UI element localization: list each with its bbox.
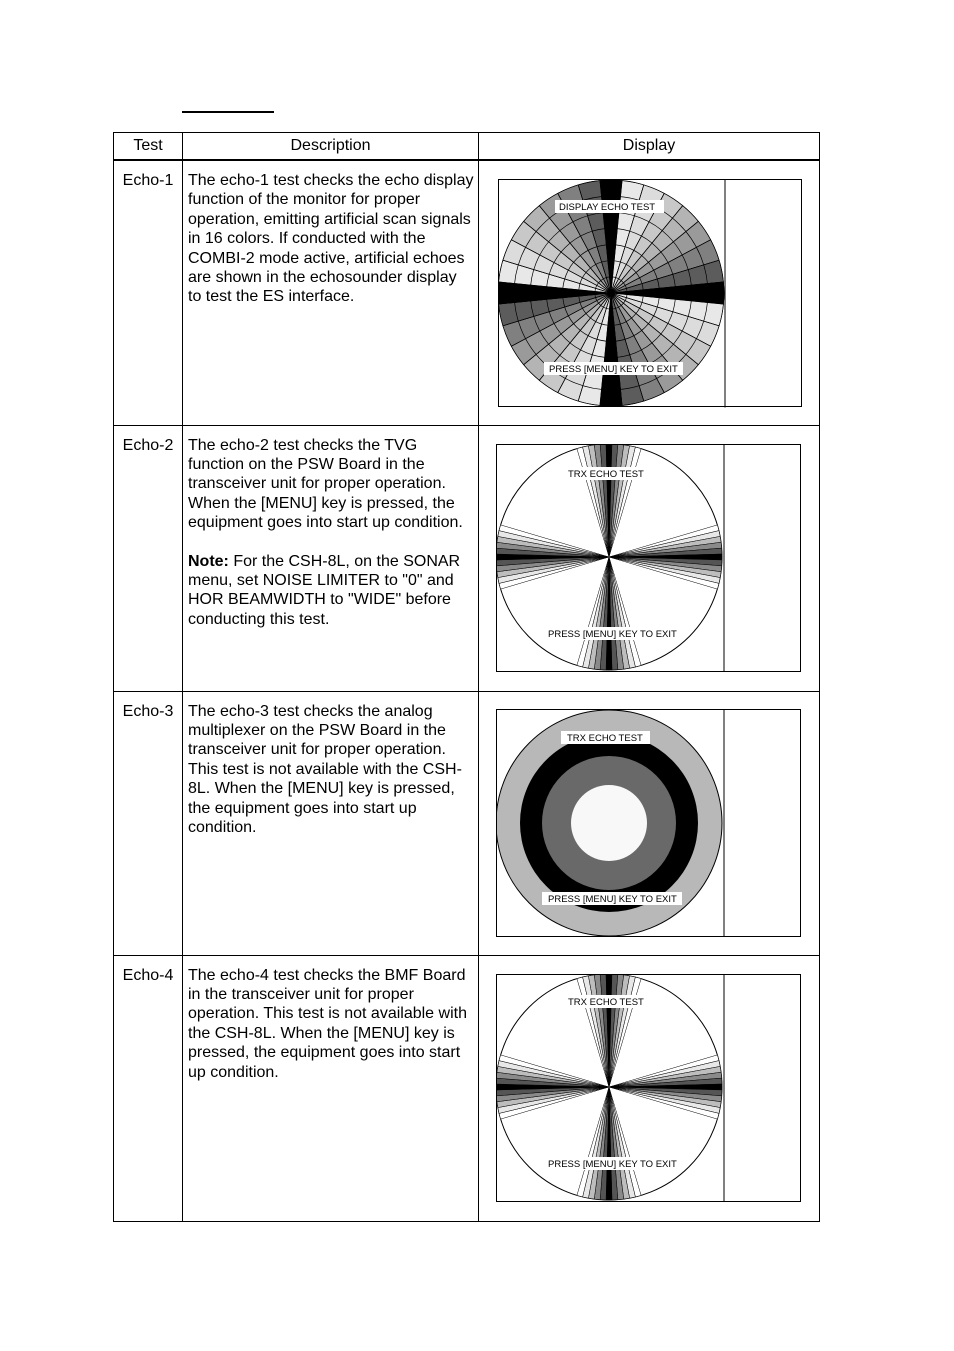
top-label: TRX ECHO TEST: [567, 732, 643, 744]
echo-4-screen: [496, 974, 802, 1204]
table-row-echo-3: [114, 691, 820, 955]
display-cell: [479, 160, 820, 425]
header-rule: [182, 111, 274, 113]
table-row-echo-2: [114, 425, 820, 691]
top-label: DISPLAY ECHO TEST: [559, 202, 656, 213]
echo-3-screen: [496, 709, 802, 939]
top-label: TRX ECHO TEST: [568, 996, 644, 1008]
test-name: Echo-2: [114, 425, 183, 691]
description-text: The echo-4 test checks the BMF Board in the transceiver unit for proper operation. This test is not available with the CSH-8L. When the [MENU] key is pressed, the equipment goes into start up condition.: [188, 966, 467, 1081]
table-header-row: [114, 133, 820, 161]
header-test: Test: [114, 133, 183, 161]
description-text: The echo-2 test checks the TVG function on the PSW Board in the transceiver unit for proper operation. When the [MENU] key is pressed, the equipment goes into start up condition.: [188, 436, 463, 532]
bottom-label: PRESS [MENU] KEY TO EXIT: [548, 893, 677, 905]
bottom-label: PRESS [MENU] KEY TO EXIT: [548, 1158, 677, 1170]
header-description: Description: [183, 133, 479, 161]
description-note: [188, 552, 474, 630]
bottom-label: PRESS [MENU] KEY TO EXIT: [549, 364, 678, 375]
display-cell: [479, 425, 820, 691]
header-display: Display: [479, 133, 820, 161]
echo-2-screen: [496, 444, 802, 674]
test-description: [183, 160, 479, 425]
note-text: For the CSH-8L, on the SONAR menu, set NOISE LIMITER to "0" and HOR BEAMWIDTH to "WIDE" before conducting this test.: [188, 552, 461, 628]
display-cell: [479, 955, 820, 1221]
test-name: Echo-3: [114, 691, 183, 955]
test-description: [183, 425, 479, 691]
echo-test-table: [113, 132, 820, 1222]
test-description: [183, 691, 479, 955]
table-row-echo-4: [114, 955, 820, 1221]
test-name: Echo-4: [114, 955, 183, 1221]
center-disc: [571, 785, 647, 861]
table-row-echo-1: [114, 160, 820, 425]
display-cell: [479, 691, 820, 955]
test-name: Echo-1: [114, 160, 183, 425]
description-text: The echo-3 test checks the analog multiplexer on the PSW Board in the transceiver unit for proper operation. This test is not available with the CSH-8L. When the [MENU] key is pressed, the equipment goes into start up condition.: [188, 702, 462, 836]
description-text: The echo-1 test checks the echo display function of the monitor for proper operation, emitting artificial scan signals in 16 colors. If conducted with the COMBI-2 mode active, artificial echoes are shown in the echosounder display to test the ES interface.: [188, 172, 474, 306]
top-label: TRX ECHO TEST: [568, 468, 644, 480]
bottom-label: PRESS [MENU] KEY TO EXIT: [548, 628, 677, 640]
echo-1-screen: [498, 179, 803, 408]
test-description: [183, 955, 479, 1221]
note-label: Note:: [188, 552, 229, 570]
